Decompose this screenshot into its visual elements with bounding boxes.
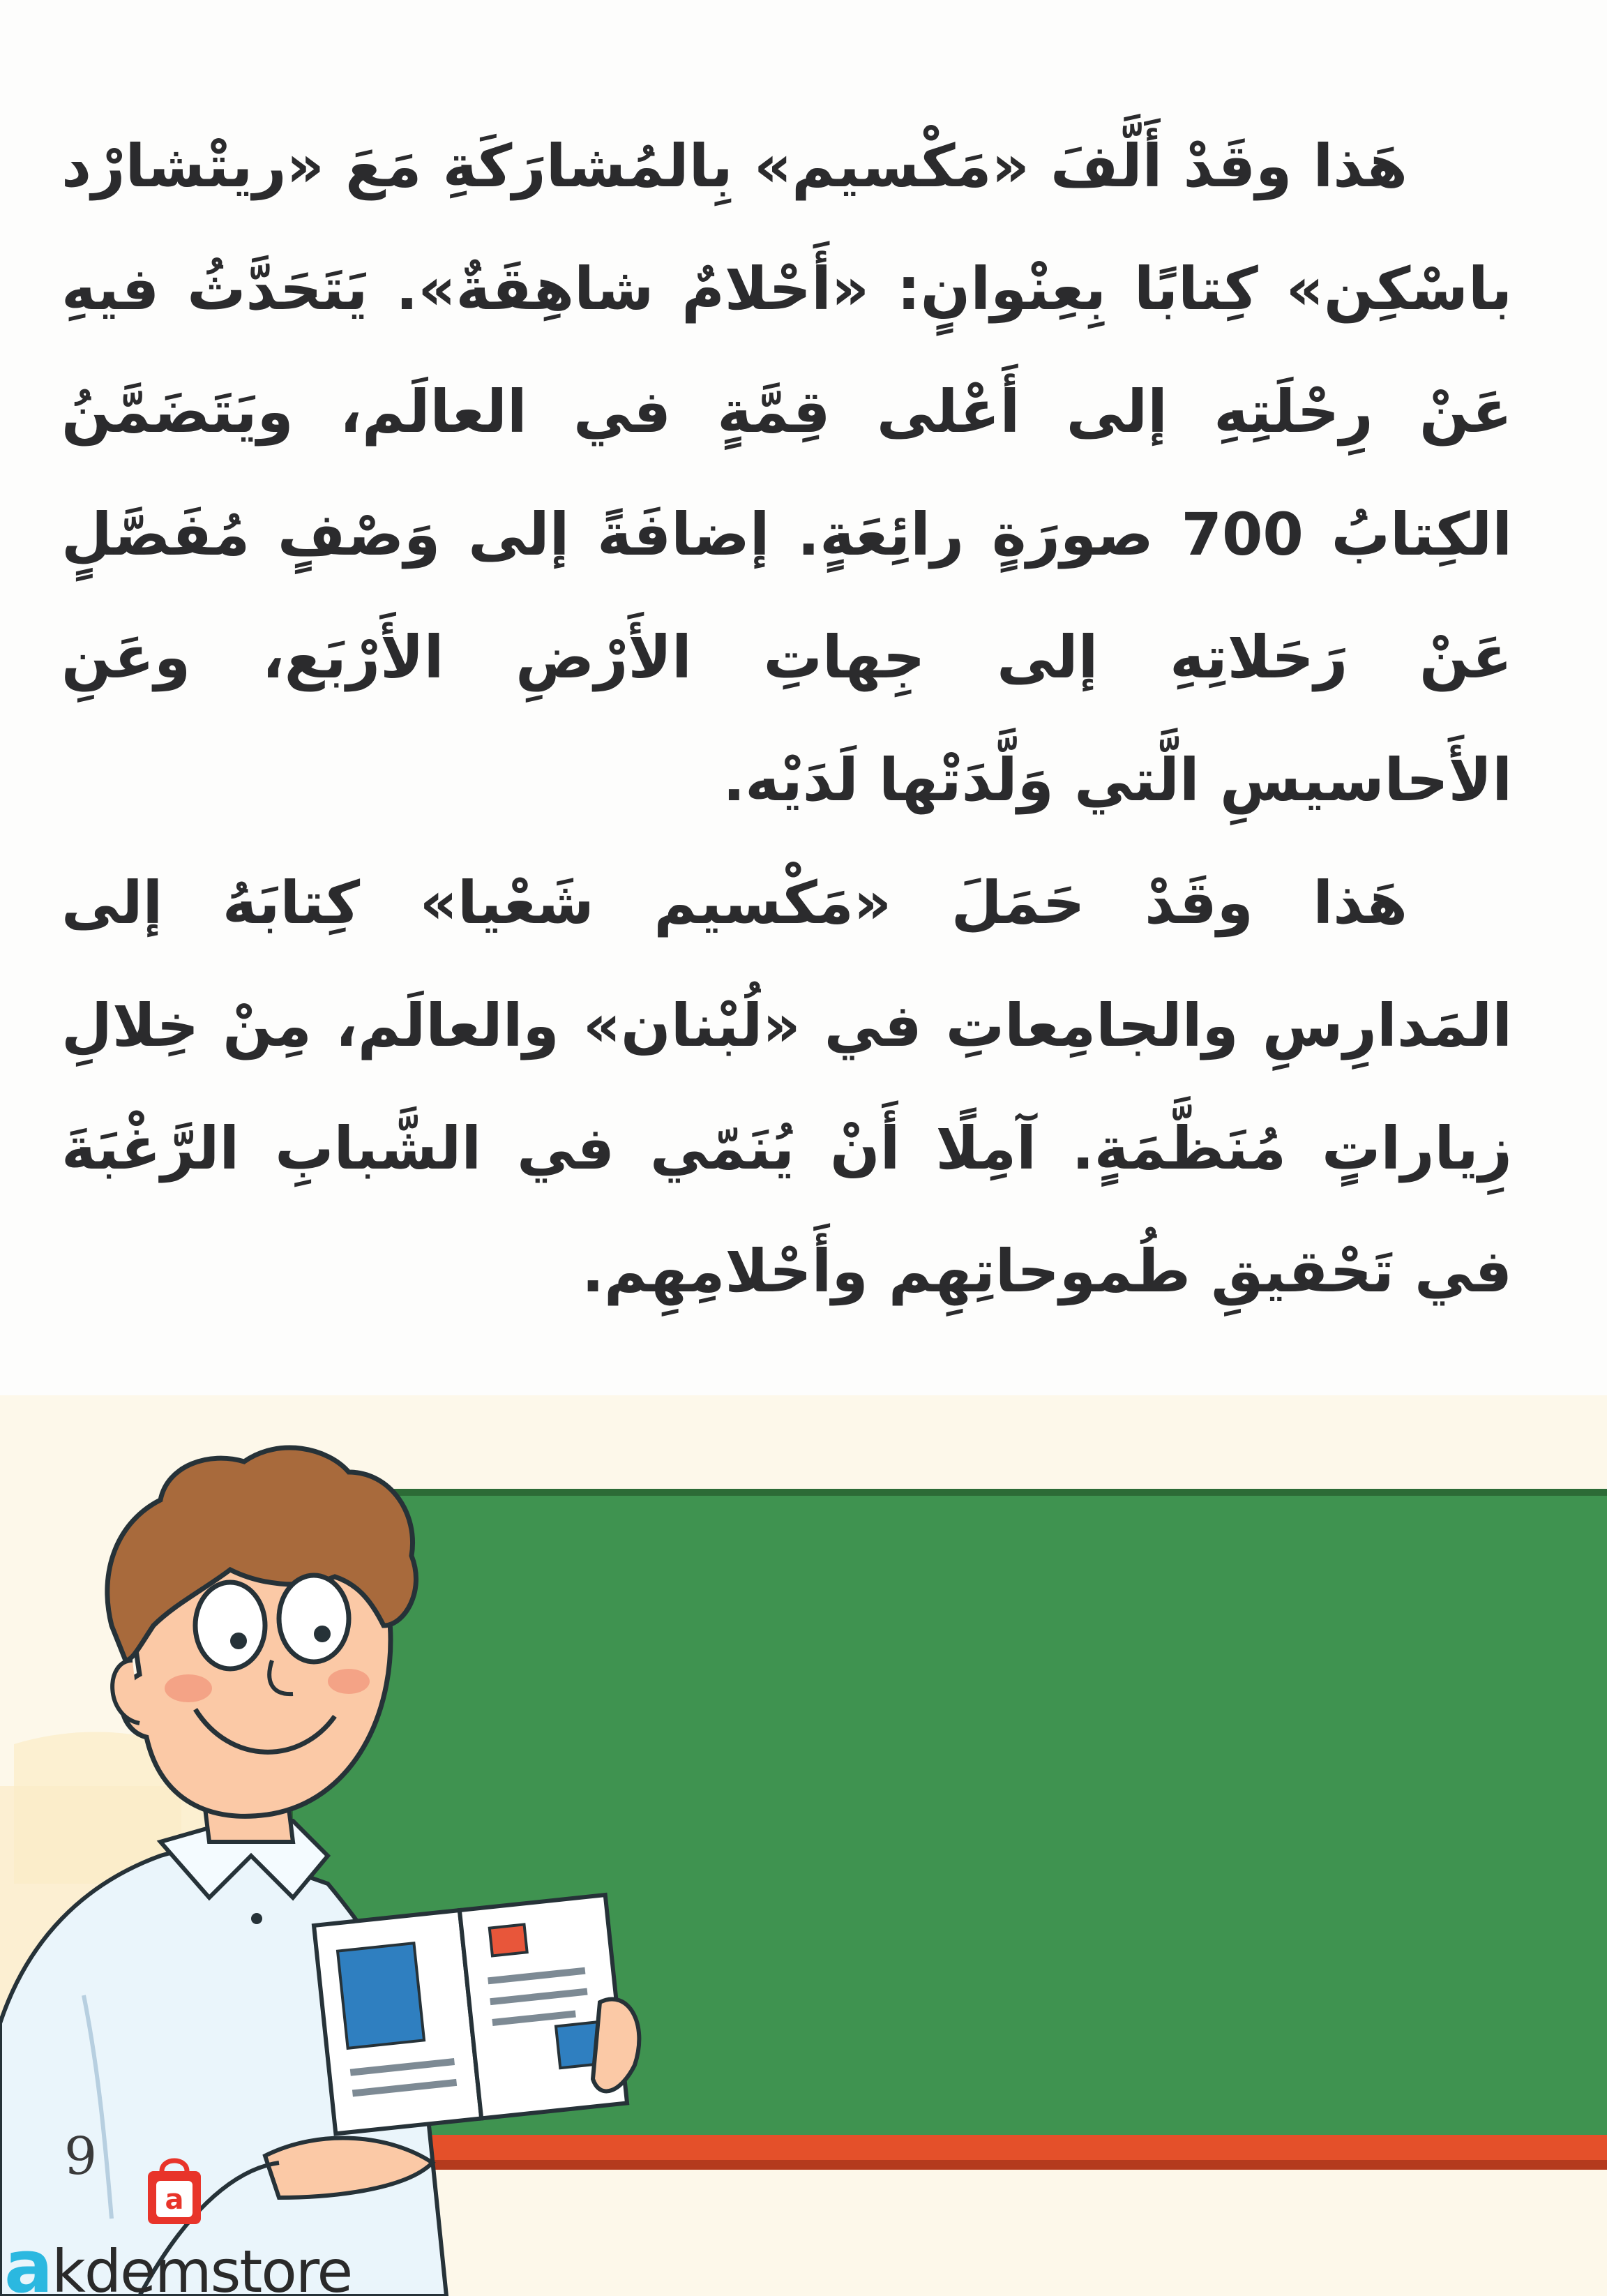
teacher-illustration xyxy=(0,1395,1607,2296)
shopping-bag-icon xyxy=(145,2152,204,2227)
open-book xyxy=(314,1895,627,2133)
page-number: 9 xyxy=(64,2126,98,2186)
paragraph-1: هَذا وقَدْ أَلَّفَ «مَكْسيم» بِالمُشارَكَةِ مَعَ «ريتْشارْد باسْكِن» كِتابًا بِعِنْوانٍ: «أَحْلامٌ شاهِقَةٌ». يَتَحَدَّثُ فيهِ عَنْ رِحْلَتِهِ إلى أَعْلى قِمَّةٍ في العالَم، ويَتَضَمَّنُ الكِتابُ 700 صورَةٍ رائِعَةٍ. إضافَةً إلى وَصْفٍ مُفَصَّلٍ عَنْ رَحَلاتِهِ إلى جِهاتِ الأَرْضِ الأَرْبَع، وعَنِ الأَحاسيسِ الَّتي وَلَّدَتْها لَدَيْه. xyxy=(61,132,1512,814)
brand-icon-letter: a xyxy=(165,2184,184,2216)
brand-watermark xyxy=(4,2224,352,2296)
collar-button xyxy=(251,1913,262,1924)
teacher-cheek-left xyxy=(165,1674,212,1702)
chalk-ledge-shadow xyxy=(279,2160,1607,2170)
teacher-eye-right xyxy=(279,1575,349,1662)
chalk-ledge xyxy=(279,2135,1607,2164)
teacher-pupil-left xyxy=(230,1633,247,1649)
book-red-image xyxy=(490,1924,527,1956)
paragraph-2: هَذا وقَدْ حَمَلَ «مَكْسيم شَعْيا» كِتابَهُ إلى المَدارِسِ والجامِعاتِ في «لُبْنان» والعالَم، مِنْ خِلالِ زِياراتٍ مُنَظَّمَةٍ. آمِلًا أَنْ يُنَمّي في الشَّبابِ الرَّغْبَةَ في تَحْقيقِ طُموحاتِهِم وأَحْلامِهِم. xyxy=(61,869,1512,1305)
body-text xyxy=(61,105,1512,1333)
teacher-cheek-right xyxy=(328,1669,370,1694)
book-blue-image xyxy=(338,1943,424,2048)
brand-initial: a xyxy=(4,2224,52,2296)
teacher-pupil-right xyxy=(314,1626,331,1642)
brand-name-rest: kdemstore xyxy=(52,2237,352,2296)
teacher-eye-left xyxy=(195,1582,265,1669)
